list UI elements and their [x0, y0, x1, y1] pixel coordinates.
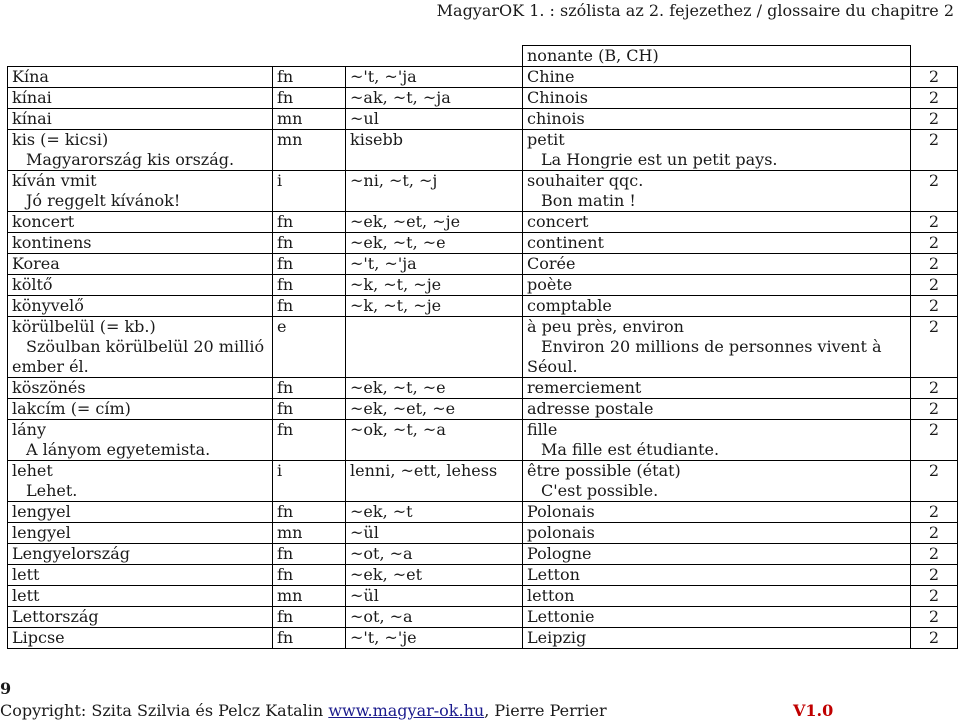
chapter-number: 2 [928, 130, 940, 149]
french-cell [523, 502, 911, 523]
table-row [8, 109, 958, 130]
forms-cell [346, 399, 523, 420]
french-translation: concert [527, 212, 589, 231]
copyright-text: Copyright: Szita Szilvia és Pelcz Katalin [0, 701, 329, 720]
pos-cell [273, 254, 346, 275]
hungarian-word: Korea [12, 254, 60, 273]
french-cell [523, 565, 911, 586]
pos-cell [273, 88, 346, 109]
hungarian-word: köszönés [12, 378, 86, 397]
hungarian-word: könyvelő [12, 296, 84, 315]
table-row [8, 461, 958, 502]
chapter-number: 2 [928, 88, 940, 107]
chapter-number: 2 [928, 461, 940, 480]
hungarian-cell [8, 461, 273, 502]
inflected-forms: ~ek, ~t, ~e [350, 378, 446, 397]
chapter-cell [911, 212, 958, 233]
chapter-cell [911, 88, 958, 109]
french-cell [523, 544, 911, 565]
hungarian-cell [8, 212, 273, 233]
pos-cell [273, 586, 346, 607]
chapter-number: 2 [928, 254, 940, 273]
french-translation: Corée [527, 254, 576, 273]
hungarian-cell [8, 586, 273, 607]
chapter-cell [911, 254, 958, 275]
part-of-speech: fn [277, 544, 294, 563]
pos-cell [273, 130, 346, 171]
forms-cell [346, 109, 523, 130]
french-example: C'est possible. [541, 481, 659, 500]
hungarian-word: koncert [12, 212, 75, 231]
hungarian-cell [8, 233, 273, 254]
pos-cell [273, 502, 346, 523]
chapter-number: 2 [928, 586, 940, 605]
table-row [8, 296, 958, 317]
chapter-number: 2 [928, 399, 940, 418]
part-of-speech: fn [277, 399, 294, 418]
hungarian-cell [8, 254, 273, 275]
part-of-speech: e [277, 317, 287, 336]
inflected-forms: ~ek, ~t [350, 502, 413, 521]
inflected-forms: ~ak, ~t, ~ja [350, 88, 451, 107]
forms-cell [346, 171, 523, 212]
french-example: La Hongrie est un petit pays. [541, 150, 778, 169]
hungarian-word: költő [12, 275, 53, 294]
chapter-number: 2 [928, 523, 940, 542]
forms-cell [346, 502, 523, 523]
chapter-number: 2 [928, 275, 940, 294]
french-cell [523, 233, 911, 254]
table-row [8, 378, 958, 399]
french-translation: Letton [527, 565, 580, 584]
pos-cell [273, 565, 346, 586]
chapter-cell [911, 586, 958, 607]
chapter-number: 2 [928, 378, 940, 397]
pos-cell [273, 378, 346, 399]
french-translation: Pologne [527, 544, 592, 563]
inflected-forms: ~k, ~t, ~je [350, 275, 442, 294]
forms-cell [346, 420, 523, 461]
forms-cell [346, 233, 523, 254]
french-cell [523, 67, 911, 88]
pos-cell [273, 109, 346, 130]
french-translation: Leipzig [527, 628, 587, 647]
pos-cell [273, 607, 346, 628]
chapter-cell [911, 399, 958, 420]
hungarian-word: kis (= kicsi) [12, 130, 109, 149]
french-cell [523, 171, 911, 212]
hungarian-cell [8, 378, 273, 399]
chapter-cell [911, 378, 958, 399]
part-of-speech: fn [277, 296, 294, 315]
french-translation: petit [527, 130, 565, 149]
forms-cell [346, 565, 523, 586]
table-row [8, 523, 958, 544]
copyright-author: , Pierre Perrier [484, 701, 607, 720]
french-cell [523, 378, 911, 399]
part-of-speech: fn [277, 628, 294, 647]
table-row [8, 628, 958, 649]
french-example-cont: Séoul. [527, 357, 578, 376]
hungarian-word: lengyel [12, 502, 71, 521]
chapter-number: 2 [928, 212, 940, 231]
table-row [8, 317, 958, 378]
french-translation: adresse postale [527, 399, 654, 418]
inflected-forms: ~ni, ~t, ~j [350, 171, 438, 190]
inflected-forms: ~ot, ~a [350, 607, 413, 626]
inflected-forms: ~ül [350, 586, 379, 605]
french-cell [523, 275, 911, 296]
inflected-forms: lenni, ~ett, lehess [350, 461, 498, 480]
part-of-speech: mn [277, 523, 303, 542]
hungarian-example: A lányom egyetemista. [26, 440, 211, 459]
hungarian-cell [8, 544, 273, 565]
vocabulary-table [7, 45, 958, 649]
forms-cell [346, 523, 523, 544]
hungarian-example: Magyarország kis ország. [26, 150, 235, 169]
hungarian-cell [8, 275, 273, 296]
french-cell [523, 296, 911, 317]
french-cell [523, 254, 911, 275]
chapter-cell [911, 523, 958, 544]
part-of-speech: fn [277, 67, 294, 86]
part-of-speech: mn [277, 130, 303, 149]
page-number: 9 [0, 679, 12, 698]
hungarian-cell [8, 109, 273, 130]
french-cell [523, 628, 911, 649]
inflected-forms: ~ül [350, 523, 379, 542]
part-of-speech: fn [277, 254, 294, 273]
hungarian-cell [8, 130, 273, 171]
forms-cell [346, 130, 523, 171]
pos-cell [273, 67, 346, 88]
forms-cell [346, 378, 523, 399]
french-cell [523, 399, 911, 420]
pos-cell [273, 544, 346, 565]
table-row [8, 67, 958, 88]
inflected-forms: ~ek, ~et [350, 565, 423, 584]
french-translation: continent [527, 233, 604, 252]
part-of-speech: fn [277, 378, 294, 397]
inflected-forms: ~'t, ~'ja [350, 254, 417, 273]
table-row [8, 88, 958, 109]
hungarian-word: Lettország [12, 607, 99, 626]
table-row-continuation [8, 46, 958, 67]
part-of-speech: i [277, 461, 283, 480]
hungarian-word: kínai [12, 88, 52, 107]
version-label: V1.0 [793, 701, 834, 720]
chapter-number: 2 [928, 296, 940, 315]
french-translation: être possible (état) [527, 461, 681, 480]
chapter-number: 2 [928, 544, 940, 563]
french-translation: Polonais [527, 502, 595, 521]
part-of-speech: fn [277, 565, 294, 584]
hungarian-example: Szöulban körülbelül 20 millió [26, 337, 265, 356]
hungarian-cell [8, 628, 273, 649]
chapter-cell [911, 420, 958, 461]
hungarian-word: körülbelül (= kb.) [12, 317, 156, 336]
french-cell [523, 88, 911, 109]
pos-cell [273, 233, 346, 254]
forms-cell [346, 212, 523, 233]
hungarian-word: Lengyelország [12, 544, 130, 563]
chapter-cell [911, 628, 958, 649]
chapter-number: 2 [928, 67, 940, 86]
chapter-number: 2 [928, 109, 940, 128]
part-of-speech: fn [277, 607, 294, 626]
chapter-cell [911, 461, 958, 502]
inflected-forms: kisebb [350, 130, 403, 149]
hungarian-cell [8, 88, 273, 109]
french-translation: chinois [527, 109, 585, 128]
pos-cell [273, 275, 346, 296]
inflected-forms: ~ek, ~et, ~je [350, 212, 461, 231]
part-of-speech: fn [277, 88, 294, 107]
pos-cell [273, 461, 346, 502]
forms-cell [346, 607, 523, 628]
pos-cell [273, 523, 346, 544]
french-translation: Chine [527, 67, 575, 86]
chapter-cell [911, 171, 958, 212]
forms-cell [346, 628, 523, 649]
table-row [8, 420, 958, 461]
french-cell [523, 523, 911, 544]
page-header: MagyarOK 1. : szólista az 2. fejezethez / glossaire du chapitre 2 [436, 1, 954, 20]
hungarian-cell [8, 67, 273, 88]
chapter-number: 2 [928, 233, 940, 252]
part-of-speech: fn [277, 233, 294, 252]
forms-cell [346, 254, 523, 275]
chapter-cell [911, 317, 958, 378]
chapter-number: 2 [928, 628, 940, 647]
hungarian-word: lengyel [12, 523, 71, 542]
forms-cell [346, 296, 523, 317]
chapter-cell [911, 233, 958, 254]
part-of-speech: mn [277, 109, 303, 128]
pos-cell [273, 212, 346, 233]
chapter-number: 2 [928, 317, 940, 336]
french-cell [523, 607, 911, 628]
forms-cell [346, 586, 523, 607]
chapter-cell [911, 565, 958, 586]
hungarian-example: Lehet. [26, 481, 78, 500]
chapter-cell [911, 544, 958, 565]
pos-cell [273, 296, 346, 317]
hungarian-cell [8, 296, 273, 317]
inflected-forms: ~ot, ~a [350, 544, 413, 563]
hungarian-word: lett [12, 586, 40, 605]
pos-cell [273, 317, 346, 378]
hungarian-word: lehet [12, 461, 53, 480]
table-row [8, 502, 958, 523]
table-row [8, 275, 958, 296]
copyright-footer [0, 701, 607, 720]
chapter-cell [911, 296, 958, 317]
chapter-number: 2 [928, 171, 940, 190]
table-row [8, 171, 958, 212]
forms-cell [346, 88, 523, 109]
pos-cell [273, 628, 346, 649]
chapter-number: 2 [928, 565, 940, 584]
french-translation: polonais [527, 523, 595, 542]
french-example: Ma fille est étudiante. [541, 440, 720, 459]
french-translation: comptable [527, 296, 612, 315]
table-row [8, 233, 958, 254]
part-of-speech: fn [277, 275, 294, 294]
french-cell [523, 130, 911, 171]
french-cell: nonante (B, CH) [523, 46, 911, 67]
chapter-cell [911, 502, 958, 523]
hungarian-word: lakcím (= cím) [12, 399, 131, 418]
hungarian-word: Lipcse [12, 628, 65, 647]
chapter-cell [911, 130, 958, 171]
chapter-cell [911, 607, 958, 628]
table-row [8, 607, 958, 628]
hungarian-cell [8, 317, 273, 378]
table-row [8, 212, 958, 233]
french-example: Bon matin ! [541, 191, 636, 210]
french-cell [523, 317, 911, 378]
part-of-speech: mn [277, 586, 303, 605]
forms-cell [346, 275, 523, 296]
chapter-number: 2 [928, 607, 940, 626]
inflected-forms: ~ek, ~et, ~e [350, 399, 456, 418]
chapter-cell [911, 109, 958, 130]
inflected-forms: ~'t, ~'je [350, 628, 417, 647]
forms-cell [346, 461, 523, 502]
part-of-speech: fn [277, 212, 294, 231]
hungarian-example-cont: ember él. [12, 357, 89, 376]
hungarian-cell [8, 420, 273, 461]
hungarian-word: lány [12, 420, 46, 439]
part-of-speech: fn [277, 420, 294, 439]
chapter-number: 2 [928, 420, 940, 439]
table-row [8, 130, 958, 171]
french-example: Environ 20 millions de personnes vivent à [541, 337, 882, 356]
french-translation: souhaiter qqc. [527, 171, 644, 190]
hungarian-example: Jó reggelt kívánok! [26, 191, 181, 210]
hungarian-word: kínai [12, 109, 52, 128]
hungarian-cell [8, 399, 273, 420]
french-translation: fille [527, 420, 558, 439]
hungarian-cell [8, 565, 273, 586]
pos-cell [273, 171, 346, 212]
inflected-forms: ~'t, ~'ja [350, 67, 417, 86]
french-cell [523, 420, 911, 461]
hungarian-cell [8, 607, 273, 628]
table-row [8, 565, 958, 586]
forms-cell [346, 67, 523, 88]
french-translation: Chinois [527, 88, 588, 107]
pos-cell [273, 399, 346, 420]
table-row [8, 254, 958, 275]
table-row [8, 586, 958, 607]
french-translation: letton [527, 586, 575, 605]
inflected-forms: ~ek, ~t, ~e [350, 233, 446, 252]
inflected-forms: ~ok, ~t, ~a [350, 420, 446, 439]
french-cell [523, 586, 911, 607]
pos-cell [273, 420, 346, 461]
chapter-number: 2 [928, 502, 940, 521]
french-cell [523, 212, 911, 233]
chapter-cell [911, 275, 958, 296]
forms-cell [346, 317, 523, 378]
chapter-cell [911, 67, 958, 88]
french-translation: Lettonie [527, 607, 595, 626]
french-translation: poète [527, 275, 573, 294]
hungarian-word: kontinens [12, 233, 92, 252]
part-of-speech: fn [277, 502, 294, 521]
french-translation: remerciement [527, 378, 642, 397]
hungarian-word: Kína [12, 67, 49, 86]
table-row [8, 544, 958, 565]
french-cell [523, 109, 911, 130]
part-of-speech: i [277, 171, 283, 190]
hungarian-word: lett [12, 565, 40, 584]
hungarian-cell [8, 523, 273, 544]
hungarian-word: kíván vmit [12, 171, 97, 190]
inflected-forms: ~k, ~t, ~je [350, 296, 442, 315]
website-link[interactable]: www.magyar-ok.hu [328, 701, 485, 720]
inflected-forms: ~ul [350, 109, 379, 128]
table-row [8, 399, 958, 420]
hungarian-cell [8, 171, 273, 212]
french-translation: à peu près, environ [527, 317, 684, 336]
forms-cell [346, 544, 523, 565]
hungarian-cell [8, 502, 273, 523]
french-cell [523, 461, 911, 502]
